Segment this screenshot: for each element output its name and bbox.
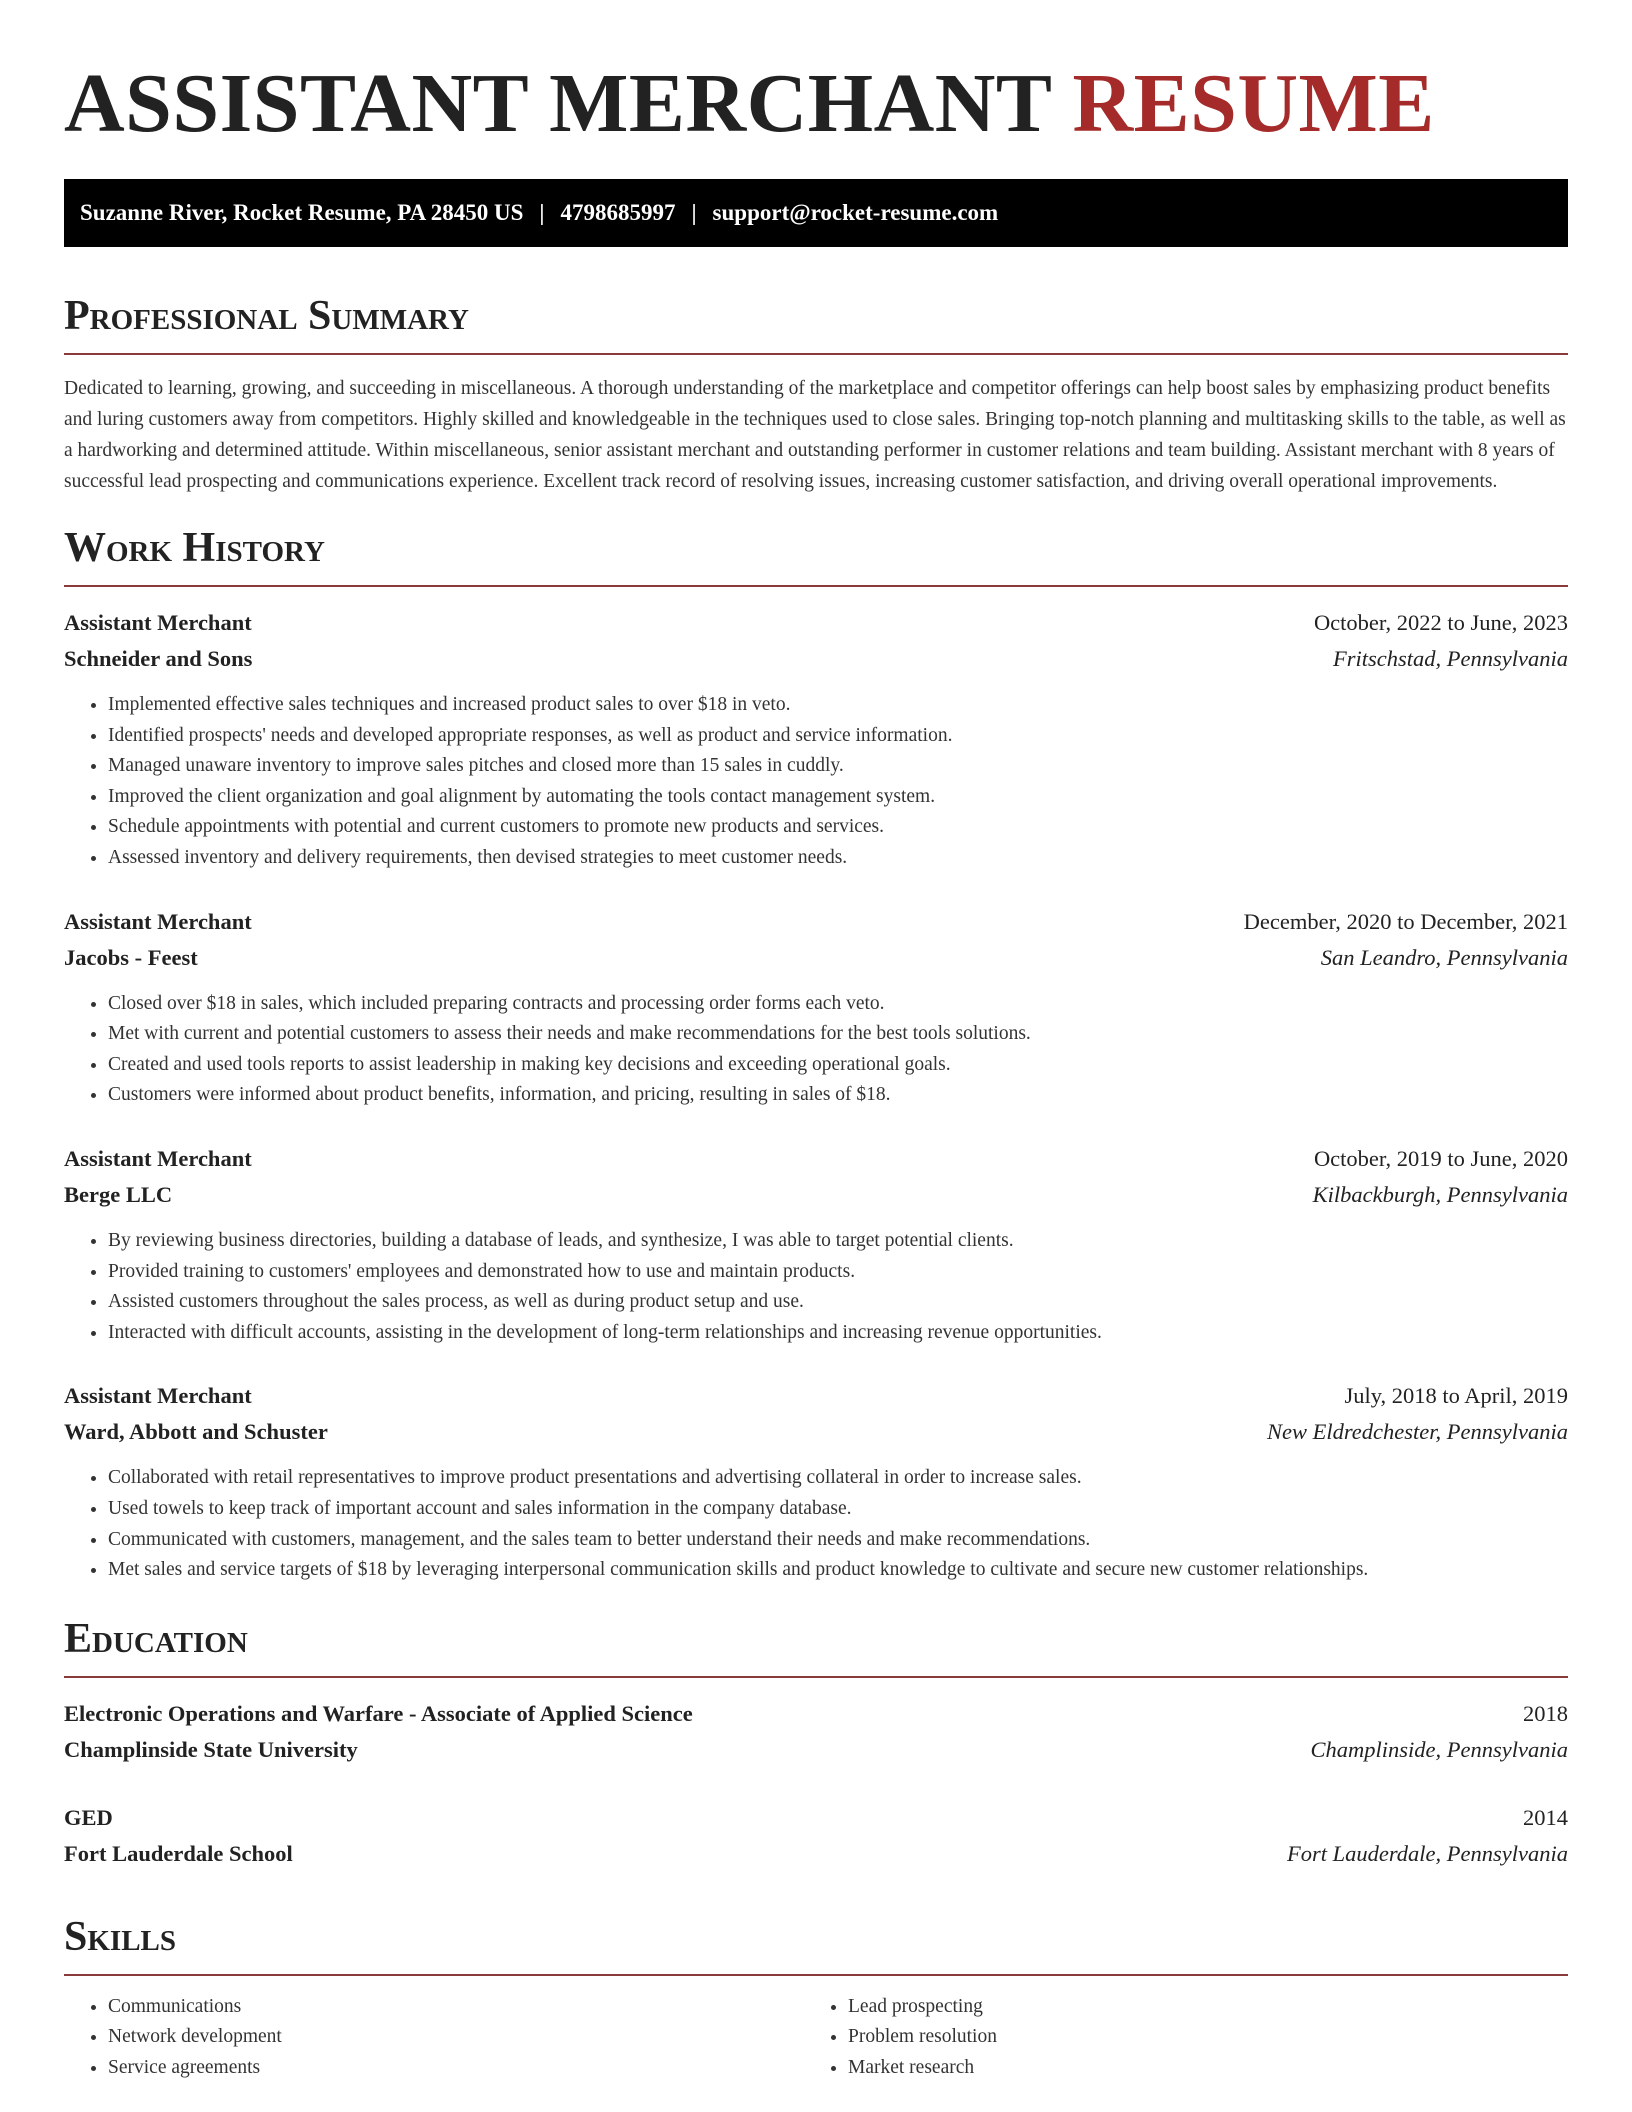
job-entry	[64, 605, 1568, 874]
job-location: Kilbackburgh, Pennsylvania	[1312, 1181, 1568, 1207]
job-title: Assistant Merchant	[64, 1383, 252, 1409]
skills-column-left	[64, 1992, 804, 2084]
education-degree-row	[64, 1696, 1568, 1732]
education-entry	[64, 1696, 1568, 1768]
title-accent: RESUME	[1072, 57, 1435, 150]
job-title: Assistant Merchant	[64, 610, 252, 635]
summary-heading: Professional Summary	[64, 293, 469, 339]
education-school-row	[64, 1732, 1568, 1768]
job-entry	[64, 1141, 1568, 1348]
education-degree-row	[64, 1800, 1568, 1836]
contact-address: Suzanne River, Rocket Resume, PA 28450 US	[80, 200, 524, 225]
skill-item: • Service agreements	[108, 2053, 804, 2084]
job-bullet: • Provided training to customers' employees and demonstrated how to use and maintain products.	[108, 1257, 1568, 1288]
job-dates: October, 2019 to June, 2020	[1313, 1145, 1568, 1171]
skill-item: • Communications	[108, 1992, 804, 2023]
job-bullet: • Interacted with difficult accounts, assisting in the development of long-term relationships and increasing revenue opportunities.	[108, 1318, 1568, 1349]
contact-email: support@rocket-resume.com	[712, 200, 999, 225]
job-company-row	[64, 1414, 1568, 1450]
job-bullet: • Identified prospects' needs and developed appropriate responses, as well as product and service information.	[108, 721, 1568, 752]
job-company: Ward, Abbott and Schuster	[64, 1419, 328, 1445]
job-bullet: • Met with current and potential customers to assess their needs and make recommendations for the best tools solutions.	[108, 1019, 1568, 1050]
job-company-row	[64, 641, 1568, 677]
job-title-row	[64, 605, 1568, 641]
job-bullet: • Assisted customers throughout the sales process, as well as during product setup and use.	[108, 1287, 1568, 1318]
job-title-row	[64, 1378, 1568, 1414]
job-title: Assistant Merchant	[64, 1145, 252, 1171]
job-bullet: • Used towels to keep track of important account and sales information in the company database.	[108, 1494, 1568, 1525]
skills-heading: Skills	[64, 1913, 177, 1960]
education-location: Fort Lauderdale, Pennsylvania	[1287, 1840, 1568, 1866]
section-divider	[64, 1974, 1568, 1976]
skill-item: • Problem resolution	[848, 2022, 1544, 2053]
job-bullet: • Managed unaware inventory to improve sales pitches and closed more than 15 sales in cuddly.	[108, 751, 1568, 782]
contact-bar	[64, 179, 1568, 247]
education-heading: Education	[64, 1615, 248, 1662]
job-location: San Leandro, Pennsylvania	[1320, 944, 1568, 970]
resume-title	[64, 0, 1568, 152]
job-company: Schneider and Sons	[64, 646, 253, 671]
education-entry	[64, 1800, 1568, 1872]
job-dates: October, 2022 to June, 2023	[1313, 610, 1568, 635]
education-year: 2018	[1523, 1700, 1568, 1726]
job-bullets	[64, 690, 1568, 874]
education-year: 2014	[1523, 1804, 1568, 1830]
job-company-row	[64, 1177, 1568, 1213]
job-title: Assistant Merchant	[64, 908, 252, 934]
job-title-row	[64, 1141, 1568, 1177]
skill-item: • Network development	[108, 2022, 804, 2053]
job-entry	[64, 1378, 1568, 1585]
contact-phone: 4798685997	[560, 200, 676, 225]
job-dates: July, 2018 to April, 2019	[1344, 1383, 1568, 1409]
job-bullet: • Implemented effective sales techniques and increased product sales to over $18 in veto.	[108, 690, 1568, 721]
job-dates: December, 2020 to December, 2021	[1243, 908, 1568, 934]
education-school-row	[64, 1836, 1568, 1872]
job-company: Berge LLC	[64, 1181, 173, 1207]
skill-item: • Market research	[848, 2053, 1544, 2084]
education-degree: GED	[64, 1804, 113, 1830]
job-bullet: • Created and used tools reports to assist leadership in making key decisions and exceeding operational goals.	[108, 1050, 1568, 1081]
job-company: Jacobs - Feest	[64, 944, 198, 970]
skills-list	[64, 1992, 1568, 2084]
education-school: Champlinside State University	[64, 1736, 358, 1762]
job-bullet: • Closed over $18 in sales, which included preparing contracts and processing order forms each veto.	[108, 989, 1568, 1020]
job-bullet: • Communicated with customers, management, and the sales team to better understand their needs and make recommendations.	[108, 1525, 1568, 1556]
job-bullet: • Customers were informed about product benefits, information, and pricing, resulting in sales of $18.	[108, 1080, 1568, 1111]
title-main: ASSISTANT MERCHANT	[64, 57, 1051, 150]
section-divider	[64, 1676, 1568, 1678]
job-company-row	[64, 940, 1568, 976]
job-bullets	[64, 989, 1568, 1111]
skill-item: • Lead prospecting	[848, 1992, 1544, 2023]
job-bullet: • Met sales and service targets of $18 by leveraging interpersonal communication skills and product knowledge to cultivate and secure new customer relationships.	[108, 1555, 1568, 1586]
job-location: Fritschstad, Pennsylvania	[1333, 646, 1568, 671]
education-degree: Electronic Operations and Warfare - Associate of Applied Science	[64, 1700, 693, 1726]
education-school: Fort Lauderdale School	[64, 1840, 293, 1866]
work-history-heading: Work History	[64, 525, 325, 571]
job-entry	[64, 904, 1568, 1111]
job-location: New Eldredchester, Pennsylvania	[1267, 1419, 1568, 1445]
job-bullets	[64, 1226, 1568, 1348]
job-bullet: • Improved the client organization and goal alignment by automating the tools contact management system.	[108, 782, 1568, 813]
job-bullet: • Schedule appointments with potential and current customers to promote new products and services.	[108, 812, 1568, 843]
contact-separator: |	[539, 200, 545, 225]
section-divider	[64, 585, 1568, 587]
job-title-row	[64, 904, 1568, 940]
job-bullet: • Assessed inventory and delivery requirements, then devised strategies to meet customer needs.	[108, 843, 1568, 874]
section-divider	[64, 353, 1568, 355]
summary-text: Dedicated to learning, growing, and succeeding in miscellaneous. A thorough understanding of the marketplace and competitor offerings can help boost sales by emphasizing product benefits and luring customers away from competitors. Highly skilled and knowledgeable in the techniques used to close sales. Bringing top-notch planning and multitasking skills to the table, as well as a hardworking and determined attitude. Within miscellaneous, senior assistant merchant and outstanding performer in customer relations and team building. Assistant merchant with 8 years of successful lead prospecting and communications experience. Excellent track record of resolving issues, increasing customer satisfaction, and driving overall operational improvements.	[64, 378, 1566, 492]
education-location: Champlinside, Pennsylvania	[1310, 1736, 1568, 1762]
job-bullet: • By reviewing business directories, building a database of leads, and synthesize, I was able to target potential clients.	[108, 1226, 1568, 1257]
skills-column-right	[804, 1992, 1544, 2084]
job-bullets	[64, 1463, 1568, 1585]
contact-separator: |	[691, 200, 697, 225]
job-bullet: • Collaborated with retail representatives to improve product presentations and advertising collateral in order to increase sales.	[108, 1463, 1568, 1494]
